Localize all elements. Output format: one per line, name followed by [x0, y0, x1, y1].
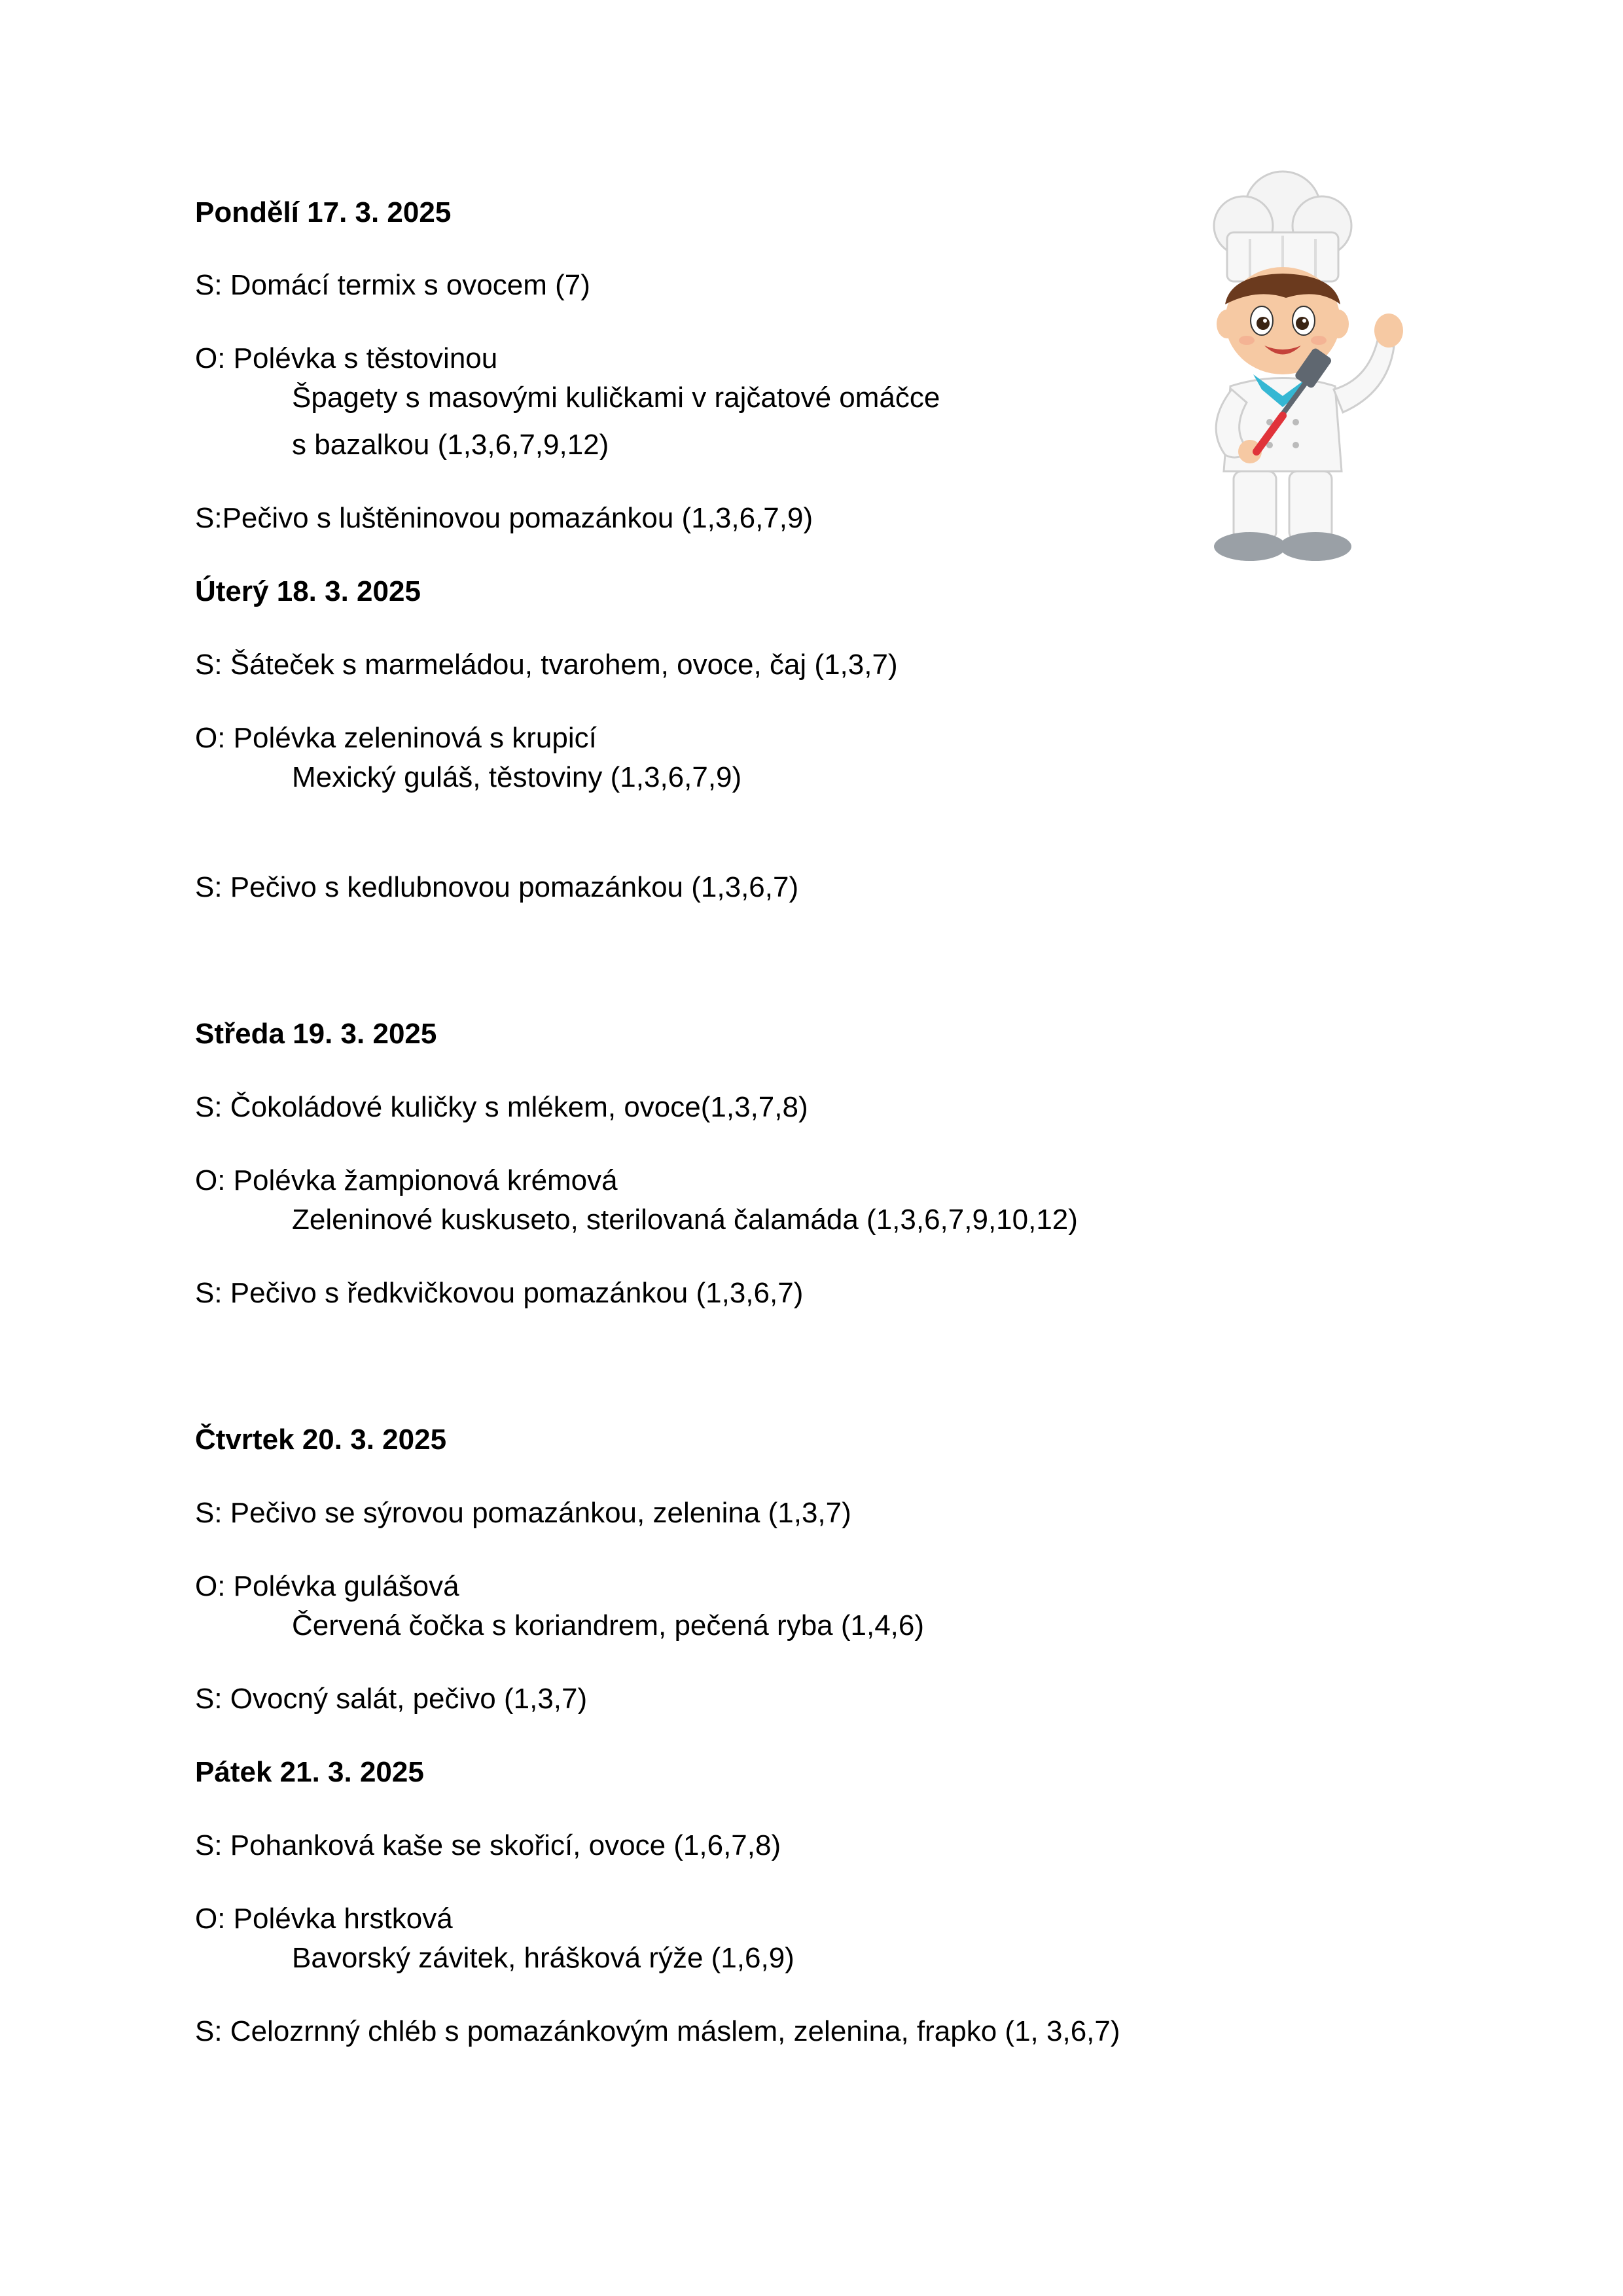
- tuesday-snack-afternoon: S: Pečivo s kedlubnovou pomazánkou (1,3,6,7): [195, 871, 799, 903]
- friday-soup: O: Polévka hrstková: [195, 1903, 453, 1935]
- wednesday-main-dish: Zeleninové kuskuseto, sterilovaná čalamáda (1,3,6,7,9,10,12): [292, 1204, 1078, 1236]
- tuesday-soup: O: Polévka zeleninová s krupicí: [195, 722, 597, 754]
- chef-hat: [1214, 171, 1351, 281]
- friday-snack-morning: S: Pohanková kaše se skořicí, ovoce (1,6,7,8): [195, 1829, 781, 1861]
- day-heading-monday: Pondělí 17. 3. 2025: [195, 196, 452, 228]
- tuesday-snack-morning: S: Šáteček s marmeládou, tvarohem, ovoce, čaj (1,3,7): [195, 649, 898, 681]
- tuesday-main-dish: Mexický guláš, těstoviny (1,3,6,7,9): [292, 761, 742, 793]
- friday-snack-afternoon: S: Celozrnný chléb s pomazánkovým máslem, zelenina, frapko (1, 3,6,7): [195, 2015, 1120, 2047]
- thursday-snack-morning: S: Pečivo se sýrovou pomazánkou, zelenina (1,3,7): [195, 1497, 851, 1529]
- monday-soup: O: Polévka s těstovinou: [195, 342, 498, 374]
- day-heading-wednesday: Středa 19. 3. 2025: [195, 1018, 437, 1050]
- monday-snack-afternoon: S:Pečivo s luštěninovou pomazánkou (1,3,6,7,9): [195, 502, 813, 534]
- wednesday-soup: O: Polévka žampionová krémová: [195, 1164, 618, 1196]
- day-heading-thursday: Čtvrtek 20. 3. 2025: [195, 1424, 447, 1456]
- wednesday-snack-afternoon: S: Pečivo s ředkvičkovou pomazánkou (1,3,6,7): [195, 1277, 804, 1309]
- thursday-main-dish: Červená čočka s koriandrem, pečená ryba (1,4,6): [292, 1609, 925, 1641]
- day-heading-tuesday: Úterý 18. 3. 2025: [195, 575, 421, 607]
- thursday-soup: O: Polévka gulášová: [195, 1570, 459, 1602]
- chef-icon: [1152, 164, 1414, 569]
- day-heading-friday: Pátek 21. 3. 2025: [195, 1756, 424, 1788]
- monday-main-dish-cont: s bazalkou (1,3,6,7,9,12): [292, 429, 609, 461]
- thursday-snack-afternoon: S: Ovocný salát, pečivo (1,3,7): [195, 1683, 588, 1715]
- friday-main-dish: Bavorský závitek, hrášková rýže (1,6,9): [292, 1942, 794, 1974]
- monday-main-dish: Špagety s masovými kuličkami v rajčatové omáčce: [292, 382, 940, 414]
- monday-snack-morning: S: Domácí termix s ovocem (7): [195, 269, 590, 301]
- wednesday-snack-morning: S: Čokoládové kuličky s mlékem, ovoce(1,3,7,8): [195, 1091, 808, 1123]
